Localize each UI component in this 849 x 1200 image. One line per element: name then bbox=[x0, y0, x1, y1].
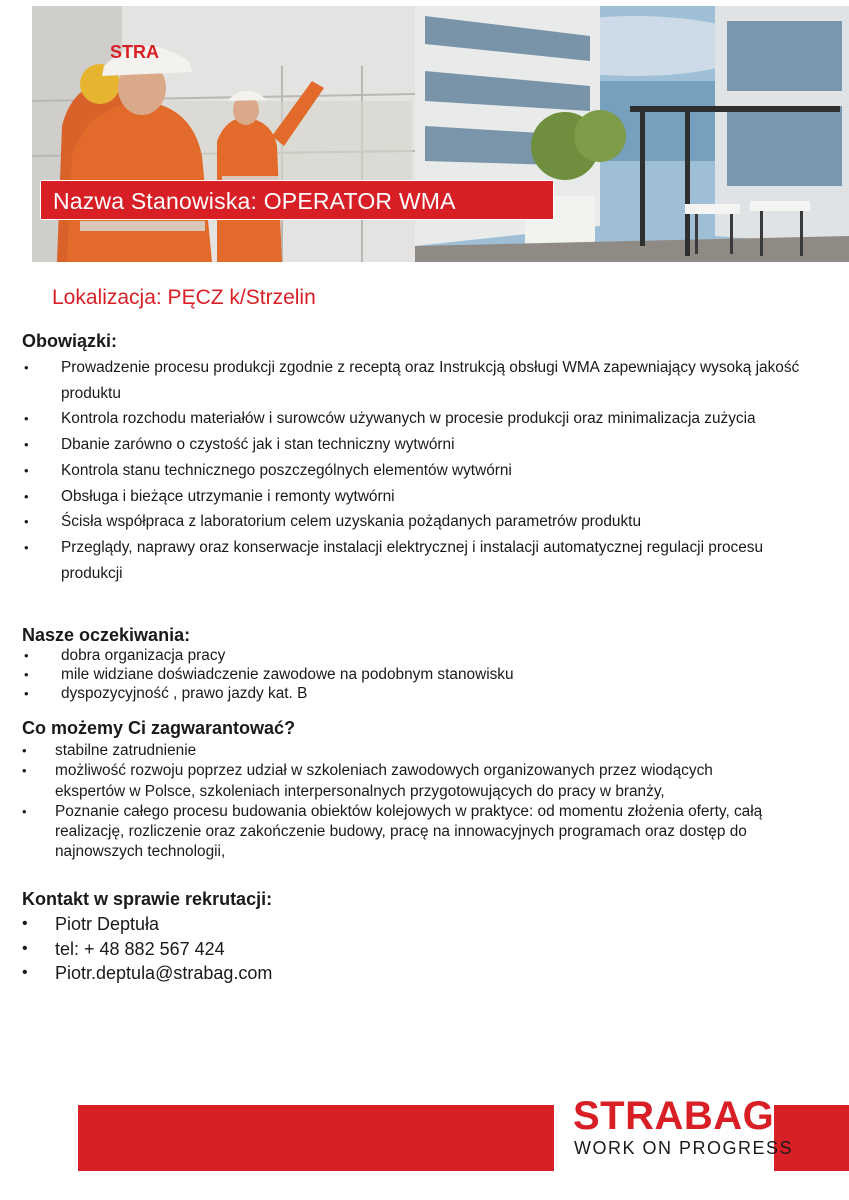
contact-list bbox=[22, 912, 622, 986]
list-item: • Obsługa i bieżące utrzymanie i remonty wytwórni bbox=[22, 484, 842, 510]
contact-name: • Piotr Deptuła bbox=[22, 912, 622, 937]
list-item: • Dbanie zarówno o czystość jak i stan techniczny wytwórni bbox=[22, 432, 842, 458]
hero-image bbox=[32, 6, 849, 262]
list-item: • Przeglądy, naprawy oraz konserwacje instalacji elektrycznej i instalacji automatycznej regulacji procesu produkcji bbox=[22, 535, 842, 586]
list-item: • Ścisła współpraca z laboratorium celem uzyskania pożądanych parametrów produktu bbox=[22, 509, 842, 535]
duties-list bbox=[22, 355, 842, 586]
list-item: • Kontrola rozchodu materiałów i surowców używanych w procesie produkcji oraz minimalizacja zużycia bbox=[22, 406, 842, 432]
expectations-list bbox=[22, 646, 822, 703]
offer-heading: Co możemy Ci zagwarantować? bbox=[22, 718, 296, 738]
list-item: • Poznanie całego procesu budowania obiektów kolejowych w praktyce: od momentu złożenia oferty, całą realizację, rozliczenie oraz zakończenie budowy, pracę na innowacyjnych programach oraz dostęp do najnowszych technologii, bbox=[22, 802, 812, 863]
helmet-logo-text: STRA bbox=[110, 42, 159, 62]
list-item: • Kontrola stanu technicznego poszczególnych elementów wytwórni bbox=[22, 458, 842, 484]
job-title: Nazwa Stanowiska: OPERATOR WMA bbox=[53, 188, 456, 214]
logo-slogan: WORK ON PROGRESS bbox=[574, 1138, 794, 1158]
expectations-heading: Nasze oczekiwania: bbox=[22, 625, 191, 645]
list-item: • stabilne zatrudnienie bbox=[22, 741, 812, 761]
contact-phone[interactable]: • tel: + 48 882 567 424 bbox=[22, 937, 622, 962]
list-item: • dyspozycyjność , prawo jazdy kat. B bbox=[22, 684, 822, 703]
duties-heading: Obowiązki: bbox=[22, 331, 118, 351]
list-item: • mile widziane doświadczenie zawodowe na podobnym stanowisku bbox=[22, 665, 822, 684]
hero-photo-building bbox=[415, 6, 849, 262]
contact-heading: Kontakt w sprawie rekrutacji: bbox=[22, 889, 273, 909]
location: Lokalizacja: PĘCZ k/Strzelin bbox=[52, 286, 316, 309]
list-item: • możliwość rozwoju poprzez udział w szkoleniach zawodowych organizowanych przez wiodących ekspertów w Polsce, szkoleniach interpersonalnych przygotowujących do pracy w branży, bbox=[22, 761, 812, 802]
strabag-logo bbox=[554, 1090, 794, 1172]
offer-list bbox=[22, 741, 812, 863]
list-item: • Prowadzenie procesu produkcji zgodnie z receptą oraz Instrukcją obsługi WMA zapewniający wysoką jakość produktu bbox=[22, 355, 842, 406]
list-item: • dobra organizacja pracy bbox=[22, 646, 822, 665]
contact-email[interactable]: • Piotr.deptula@strabag.com bbox=[22, 961, 622, 986]
job-title-banner bbox=[40, 180, 554, 220]
hero-photo-workers bbox=[32, 6, 415, 262]
logo-wordmark: STRABAG bbox=[573, 1094, 775, 1138]
